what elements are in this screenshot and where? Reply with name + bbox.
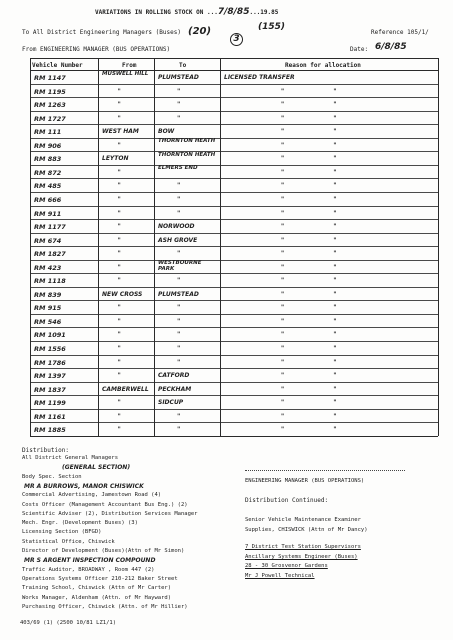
cell-from-garage: " [117,358,121,366]
distribution-item: Purchasing Officer, Chiswick (Attn. of Mr Hillier) [22,603,188,610]
cell-to-garage: THORNTON HEATH [158,138,216,145]
cell-from-garage: " [117,209,121,217]
ditto-mark-secondary: " [333,263,337,271]
ditto-mark-secondary: " [333,155,337,163]
cell-from-garage: " [117,250,121,258]
cell-to-garage: " [177,114,181,122]
cell-vehicle-number: RM 1161 [34,412,66,421]
ditto-mark-secondary: " [333,372,337,380]
distribution-item: All District General Managers [22,455,119,461]
cell-to-garage: ELMERS END [158,165,198,172]
cell-to-garage: NORWOOD [158,223,195,231]
table-row-rule [30,124,438,125]
cell-from-garage: " [117,87,121,95]
cell-to-garage: " [177,358,181,366]
table-header-rule [30,70,438,71]
cell-reason: " [281,101,285,109]
cell-vehicle-number: RM 915 [34,304,62,313]
cell-from-garage: " [117,372,121,380]
to-line: To All District Engineering Managers (Buses) [22,29,181,36]
distribution-item: Traffic Auditor, BROADWAY , Room 447 (2) [22,566,155,573]
table-column-rule [438,58,439,436]
distribution-continued-item: Supplies, CHISWICK (Attn of Mr Dancy) [245,527,368,533]
ditto-mark-secondary: " [333,399,337,407]
cell-from-garage: LEYTON [102,155,129,163]
distribution-item: Director of Development (Buses)(Attn of Mr Simon) [22,548,185,554]
cell-from-garage: " [117,426,121,434]
table-row-rule [30,165,438,166]
ditto-mark-secondary: " [333,168,337,176]
cell-from-garage: MUSWELL HILL [102,70,149,77]
ditto-mark-secondary: " [333,87,337,95]
col-header-reason: Reason for allocation [285,62,361,69]
ditto-mark-secondary: " [333,331,337,339]
cell-from-garage: " [117,345,121,352]
cell-from-garage: " [117,141,121,149]
distribution-item: Works Manager, Aldenham (Attn. of Mr Hayward) [22,594,172,601]
cell-to-garage: " [177,277,181,285]
cell-to-garage: " [177,250,181,258]
ditto-mark-secondary: " [333,345,337,352]
cell-reason: LICENSED TRANSFER [224,74,295,81]
cell-vehicle-number: RM 1091 [34,331,66,340]
ditto-mark-secondary: " [333,277,337,285]
cell-vehicle-number: RM 674 [34,236,62,245]
distribution-item: Licensing Section (BFGD) [22,529,102,536]
cell-vehicle-number: RM 666 [34,195,62,204]
table-row-rule [30,395,438,396]
table-top-rule [30,58,438,59]
cell-reason: " [281,263,285,271]
cell-reason: " [281,236,285,244]
distribution-item: Statistical Office, Chiswick [22,538,115,545]
cell-vehicle-number: RM 906 [34,141,62,150]
cell-vehicle-number: RM 1786 [34,358,66,367]
cell-reason: " [281,250,285,258]
cell-to-garage: WESTBOURNE PARK [158,260,202,272]
distribution-item: MR A BURROWS, MANOR CHISWICK [24,482,144,490]
cell-vehicle-number: RM 546 [34,317,62,326]
cell-to-garage: SIDCUP [158,399,184,407]
cell-from-garage: " [117,263,121,271]
ditto-mark-secondary: " [333,385,337,393]
cell-to-garage: " [177,101,181,109]
cell-to-garage: THORNTON HEATH [158,151,216,158]
cell-to-garage: " [177,87,181,95]
cell-vehicle-number: RM 485 [34,182,62,191]
cell-to-garage: " [177,317,181,325]
ditto-mark-secondary: " [333,412,337,420]
cell-to-garage: " [177,345,181,352]
cell-vehicle-number: RM 1263 [34,101,66,110]
cell-vehicle-number: RM 1885 [34,426,66,435]
cell-to-garage: CATFORD [158,372,190,380]
cell-to-garage: " [177,304,181,312]
cell-vehicle-number: RM 872 [34,168,62,177]
ditto-mark-secondary: " [333,426,337,434]
cell-reason: " [281,290,285,298]
distribution-item: MR S ARGENT INSPECTION COMPOUND [24,557,156,565]
cell-reason: " [281,317,285,325]
col-header-from: From [122,62,137,69]
cell-reason: " [281,331,285,339]
cell-reason: " [281,385,285,393]
cell-vehicle-number: RM 1199 [34,399,66,408]
cell-from-garage: " [117,399,121,407]
cell-vehicle-number: RM 1195 [34,87,66,96]
cell-to-garage: " [177,426,181,434]
table-row-rule [30,260,438,261]
ditto-mark-secondary: " [333,128,337,136]
cell-reason: " [281,345,285,352]
distribution-continued-heading: Distribution Continued: [245,497,329,504]
date-value: 6/8/85 [375,42,407,52]
ditto-mark-secondary: " [333,195,337,203]
ditto-mark-secondary: " [333,358,337,366]
cell-vehicle-number: RM 1556 [34,345,66,353]
cell-reason: " [281,372,285,380]
cell-vehicle-number: RM 1147 [34,74,66,82]
cell-from-garage: " [117,331,121,339]
distribution-continued-item: 28 - 30 Grosvenor Gardens [245,563,328,569]
cell-reason: " [281,209,285,217]
distribution-item: (GENERAL SECTION) [62,464,131,472]
distribution-continued-item: Ancillary Systems Engineer (Buses) [245,554,358,560]
ditto-mark-secondary: " [333,290,337,298]
ditto-mark-secondary: " [333,223,337,231]
distribution-heading: Distribution: [22,447,69,454]
cell-reason: " [281,114,285,122]
cell-from-garage: " [117,114,121,122]
cell-reason: " [281,358,285,366]
title-date: 7/8/85 [217,7,250,17]
cell-reason: " [281,182,285,190]
ditto-mark-secondary: " [333,101,337,109]
ditto-mark-secondary: " [333,182,337,190]
cell-to-garage: PECKHAM [158,385,192,393]
table-row-rule [30,327,438,328]
distribution-continued-item: Mr J Powell Technical [245,573,315,579]
cell-to-garage: " [177,331,181,339]
to-note-count: (20) [188,26,212,37]
cell-vehicle-number: RM 1397 [34,372,66,381]
ditto-mark-secondary: " [333,304,337,312]
cell-from-garage: " [117,195,121,203]
cell-vehicle-number: RM 423 [34,263,62,272]
table-row-rule [30,178,438,179]
distribution-item: Costs Officer (Management Accountant Bus Eng.) (2) [22,501,188,508]
table-row-rule [30,138,438,139]
table-row-rule [30,97,438,98]
cell-from-garage: " [117,182,121,190]
table-row-rule [30,409,438,410]
distribution-continued-item: Senior Vehicle Maintenance Examiner [245,517,361,523]
cell-reason: " [281,141,285,149]
title-prefix: VARIATIONS IN ROLLING STOCK ON ... [95,9,218,16]
cell-vehicle-number: RM 1837 [34,385,66,394]
distribution-item: Body Spec. Section [22,473,82,480]
ditto-mark-secondary: " [333,141,337,149]
cell-vehicle-number: RM 1118 [34,277,66,286]
cell-to-garage: " [177,195,181,203]
reference: Reference 105/1/ [371,29,429,36]
table-row-rule [30,233,438,234]
table-row-rule [30,300,438,301]
distribution-item: Training School, Chiswick (Attn of Mr Carter) [22,585,172,592]
cell-from-garage: CAMBERWELL [102,385,149,393]
title-year: ...19.85 [249,9,279,16]
table-row-rule [30,151,438,152]
cell-vehicle-number: RM 883 [34,155,62,164]
cell-reason: " [281,87,285,95]
cell-reason: " [281,399,285,407]
signature-title: ENGINEERING MANAGER (BUS OPERATIONS) [245,478,365,484]
cell-from-garage: NEW CROSS [102,290,143,298]
cell-from-garage: " [117,101,121,109]
table-row-rule [30,273,438,274]
distribution-item: Mech. Engr. (Development Buses) (3) [22,520,138,527]
table-row-rule [30,355,438,356]
cell-reason: " [281,412,285,420]
cell-reason: " [281,195,285,203]
col-header-vehicle: Vehicle Number [32,62,83,69]
cell-from-garage: " [117,223,121,231]
cell-vehicle-number: RM 839 [34,290,62,299]
distribution-item: Commercial Advertising, Jamestown Road (4) [22,492,162,499]
table-row-rule [30,206,438,207]
table-row-rule [30,382,438,383]
signature-line [245,470,405,471]
cell-reason: " [281,426,285,434]
cell-vehicle-number: RM 911 [34,209,62,218]
cell-to-garage: PLUMSTEAD [158,74,199,81]
cell-from-garage: WEST HAM [102,128,139,136]
table-row-rule [30,287,438,288]
col-header-to: To [179,62,187,69]
cell-reason: " [281,277,285,285]
table-row-rule [30,219,438,220]
ditto-mark-secondary: " [333,209,337,217]
cell-vehicle-number: RM 1177 [34,223,66,232]
table-row-rule [30,314,438,315]
cell-from-garage: " [117,304,121,312]
cell-to-garage: BOW [158,128,175,136]
table-row-rule [30,341,438,342]
from-line: From ENGINEERING MANAGER (BUS OPERATIONS) [22,46,171,53]
table-bottom-rule [30,436,438,437]
table-row-rule [30,111,438,112]
table-row-rule [30,84,438,85]
cell-reason: " [281,155,285,163]
ditto-mark-secondary: " [333,114,337,122]
cell-to-garage: " [177,412,181,420]
form-code: 403/69 (1) (2500 10/81 LZ1/1) [20,620,117,626]
cell-to-garage: " [177,182,181,190]
cell-vehicle-number: RM 1827 [34,250,66,259]
distribution-item: Operations Systems Officer 210-212 Baker Street [22,575,178,582]
table-row-rule [30,192,438,193]
cell-vehicle-number: RM 111 [34,128,62,137]
cell-from-garage: " [117,168,121,176]
ditto-mark-secondary: " [333,250,337,258]
cell-from-garage: " [117,412,121,420]
cell-reason: " [281,168,285,176]
cell-from-garage: " [117,236,121,244]
ditto-mark-secondary: " [333,317,337,325]
cell-reason: " [281,304,285,312]
cell-from-garage: " [117,277,121,285]
date-label: Date: [350,46,369,53]
distribution-item: Scientific Adviser (2), Distribution Services Manager [22,510,198,517]
table-row-rule [30,246,438,247]
cell-from-garage: " [117,317,121,325]
to-note-copies: (155) [258,22,286,32]
cell-vehicle-number: RM 1727 [34,114,66,123]
ditto-mark-secondary: " [333,236,337,244]
distribution-continued-item: 7 District Test Station Supervisors [245,544,361,550]
to-note-circled: 3 [230,33,243,46]
cell-reason: " [281,223,285,231]
cell-to-garage: PLUMSTEAD [158,290,199,298]
cell-reason: " [281,128,285,136]
cell-to-garage: ASH GROVE [158,236,198,244]
table-row-rule [30,422,438,423]
table-row-rule [30,368,438,369]
cell-to-garage: " [177,209,181,217]
